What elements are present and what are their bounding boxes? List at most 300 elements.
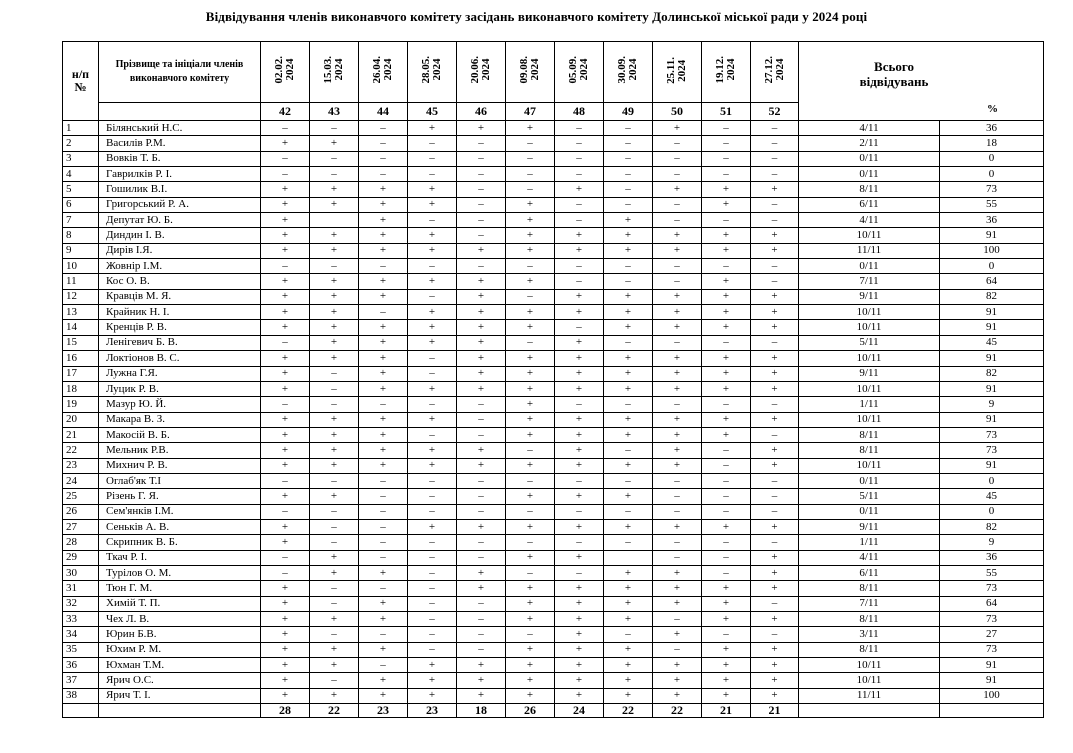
attendance-mark: + [555,673,604,688]
attendance-mark: – [408,213,457,228]
attendance-mark: – [359,489,408,504]
attendance-mark: + [604,489,653,504]
attendance-mark: + [604,289,653,304]
attendance-mark: + [555,627,604,642]
attendance-mark: + [751,182,799,197]
attendance-mark: – [751,427,799,442]
attendance-mark: – [751,274,799,289]
total-attendance: 9/11 [799,366,940,381]
attendance-mark: + [702,289,751,304]
attendance-mark: + [751,688,799,703]
attendance-mark: – [751,121,799,136]
attendance-mark: + [751,305,799,320]
attendance-mark: + [457,305,506,320]
attendance-mark: + [751,351,799,366]
attendance-mark: + [408,412,457,427]
member-name: Турілов О. М. [99,565,261,580]
member-name: Юрин Б.В. [99,627,261,642]
session-number: 46 [457,103,506,121]
attendance-mark: + [359,673,408,688]
total-attendance: 6/11 [799,565,940,580]
attendance-mark: + [702,412,751,427]
attendance-mark: + [751,642,799,657]
attendance-mark: + [604,228,653,243]
attendance-mark: + [555,289,604,304]
attendance-mark: + [555,688,604,703]
attendance-mark: + [555,443,604,458]
attendance-mark: + [261,366,310,381]
member-name: Жовнір І.М. [99,259,261,274]
attendance-mark: + [408,688,457,703]
attendance-mark: + [359,335,408,350]
attendance-mark: – [751,259,799,274]
attendance-mark: – [457,228,506,243]
attendance-mark: – [359,151,408,166]
attendance-mark: – [604,274,653,289]
session-total: 22 [653,704,702,718]
attendance-mark: – [653,213,702,228]
session-total: 23 [408,704,457,718]
percent-label: % [987,103,998,115]
attendance-mark: + [604,596,653,611]
attendance-mark: – [310,535,359,550]
attendance-mark: – [604,182,653,197]
attendance-mark: + [359,427,408,442]
attendance-percent: 91 [940,351,1044,366]
attendance-mark: + [751,381,799,396]
attendance-mark: – [604,121,653,136]
attendance-mark: + [751,458,799,473]
session-total: 26 [506,704,555,718]
table-row [63,397,1044,412]
attendance-mark: + [751,658,799,673]
row-number: 13 [63,305,99,320]
attendance-mark: – [359,550,408,565]
attendance-percent: 91 [940,320,1044,335]
attendance-mark: + [604,381,653,396]
attendance-mark: – [751,151,799,166]
attendance-mark: – [604,259,653,274]
attendance-mark: + [751,565,799,580]
table-row [63,228,1044,243]
session-number: 42 [261,103,310,121]
attendance-mark: + [359,182,408,197]
attendance-mark: + [457,351,506,366]
attendance-mark: + [261,458,310,473]
attendance-mark: – [310,504,359,519]
attendance-mark: + [604,458,653,473]
attendance-mark: + [506,581,555,596]
attendance-mark: + [555,658,604,673]
attendance-mark: + [604,412,653,427]
attendance-mark: + [261,213,310,228]
attendance-mark: + [261,412,310,427]
total-attendance: 10/11 [799,228,940,243]
member-name: Кос О. В. [99,274,261,289]
attendance-mark: – [751,213,799,228]
number-sign-label: № [74,80,87,94]
attendance-mark: – [653,473,702,488]
attendance-mark: – [457,612,506,627]
table-row [63,197,1044,212]
attendance-mark: + [261,673,310,688]
attendance-mark: + [604,581,653,596]
attendance-mark: + [506,121,555,136]
attendance-mark: – [555,121,604,136]
attendance-mark: – [555,565,604,580]
attendance-mark: – [702,535,751,550]
total-attendance: 8/11 [799,612,940,627]
attendance-mark: – [506,259,555,274]
attendance-mark: – [310,381,359,396]
attendance-mark: + [653,519,702,534]
total-attendance: 9/11 [799,289,940,304]
member-name: Ленігевич Б. В. [99,335,261,350]
row-number: 28 [63,535,99,550]
table-row [63,642,1044,657]
attendance-mark: – [555,197,604,212]
table-row [63,274,1044,289]
attendance-mark: – [457,504,506,519]
attendance-mark: + [702,658,751,673]
attendance-mark: + [555,381,604,396]
attendance-mark: – [310,397,359,412]
total-attendance: 9/11 [799,519,940,534]
attendance-mark: + [506,596,555,611]
attendance-mark: + [506,243,555,258]
attendance-percent: 36 [940,213,1044,228]
number-label: н/п [71,67,90,81]
row-number: 2 [63,136,99,151]
total-attendance: 11/11 [799,243,940,258]
attendance-mark: + [261,289,310,304]
attendance-mark: + [359,289,408,304]
attendance-mark: – [653,612,702,627]
attendance-mark: + [702,197,751,212]
attendance-mark: – [310,151,359,166]
session-total: 21 [702,704,751,718]
total-attendance: 10/11 [799,381,940,396]
attendance-percent: 27 [940,627,1044,642]
attendance-mark: – [310,473,359,488]
total-attendance: 4/11 [799,213,940,228]
attendance-mark: + [702,381,751,396]
attendance-percent: 91 [940,458,1044,473]
attendance-mark: – [604,197,653,212]
attendance-mark: + [653,228,702,243]
row-number: 4 [63,167,99,182]
row-number: 11 [63,274,99,289]
member-name: Макара В. З. [99,412,261,427]
member-name: Мазур Ю. Й. [99,397,261,412]
attendance-mark: – [506,627,555,642]
attendance-mark: – [310,121,359,136]
attendance-mark: – [604,136,653,151]
total-attendance: 5/11 [799,489,940,504]
member-name: Тюн Г. М. [99,581,261,596]
attendance-mark: – [653,167,702,182]
total-attendance: 0/11 [799,151,940,166]
attendance-mark: – [653,550,702,565]
attendance-mark: – [457,151,506,166]
session-date-header: 30.09. 2024 [604,42,653,103]
row-number: 9 [63,243,99,258]
attendance-mark: + [261,305,310,320]
attendance-mark: + [506,427,555,442]
attendance-mark: – [506,136,555,151]
attendance-mark: + [457,366,506,381]
session-number: 49 [604,103,653,121]
attendance-mark: – [310,627,359,642]
table-row [63,565,1044,580]
attendance-mark: – [555,274,604,289]
attendance-mark: – [408,473,457,488]
attendance-mark: + [457,658,506,673]
members-table-body [63,121,1044,704]
attendance-mark: + [506,688,555,703]
row-number: 27 [63,519,99,534]
attendance-mark: – [604,535,653,550]
attendance-mark: + [310,320,359,335]
attendance-percent: 0 [940,167,1044,182]
attendance-mark: – [555,167,604,182]
attendance-mark: + [702,228,751,243]
member-name: Лужна Г.Я. [99,366,261,381]
table-row [63,305,1044,320]
attendance-mark: + [506,228,555,243]
member-name: Дирів І.Я. [99,243,261,258]
attendance-mark: + [310,443,359,458]
totals-row [63,704,1044,718]
attendance-mark: + [359,642,408,657]
attendance-mark: – [555,151,604,166]
attendance-mark: + [555,243,604,258]
row-number: 23 [63,458,99,473]
empty-cell [799,704,940,718]
table-row [63,136,1044,151]
session-date-header: 27.12. 2024 [751,42,799,103]
attendance-mark: + [261,351,310,366]
attendance-percent: 73 [940,182,1044,197]
attendance-mark: – [506,289,555,304]
attendance-mark: – [702,473,751,488]
attendance-mark: + [310,351,359,366]
row-number: 33 [63,612,99,627]
attendance-mark: + [555,335,604,350]
attendance-mark: – [702,397,751,412]
table-row [63,320,1044,335]
attendance-mark: + [604,320,653,335]
attendance-mark: + [604,351,653,366]
attendance-mark: + [555,228,604,243]
attendance-mark: – [702,335,751,350]
attendance-mark: – [310,581,359,596]
table-row [63,412,1044,427]
attendance-mark: + [359,243,408,258]
attendance-mark: – [653,335,702,350]
total-attendance: 8/11 [799,443,940,458]
attendance-mark: + [359,381,408,396]
table-row [63,627,1044,642]
attendance-mark: + [506,305,555,320]
total-attendance: 8/11 [799,182,940,197]
attendance-mark: + [261,197,310,212]
attendance-mark: – [653,535,702,550]
attendance-mark: – [555,535,604,550]
total-attendance: 10/11 [799,305,940,320]
table-row [63,458,1044,473]
table-row [63,581,1044,596]
attendance-mark: – [751,596,799,611]
row-number: 16 [63,351,99,366]
attendance-percent: 18 [940,136,1044,151]
member-name: Кренців Р. В. [99,320,261,335]
attendance-mark: – [310,167,359,182]
attendance-mark: + [702,305,751,320]
attendance-mark: + [653,412,702,427]
attendance-mark: + [555,581,604,596]
attendance-mark: – [359,136,408,151]
row-number: 14 [63,320,99,335]
attendance-mark: – [751,473,799,488]
attendance-mark: + [310,274,359,289]
attendance-mark: + [506,213,555,228]
attendance-mark: + [261,535,310,550]
member-name: Крайник Н. І. [99,305,261,320]
attendance-percent: 100 [940,243,1044,258]
table-row [63,167,1044,182]
attendance-mark: + [555,458,604,473]
attendance-mark: – [408,596,457,611]
attendance-mark: + [261,228,310,243]
attendance-mark: + [359,688,408,703]
attendance-mark: + [653,289,702,304]
attendance-mark: – [653,274,702,289]
attendance-mark: – [555,397,604,412]
document-title: Відвідування членів виконавчого комітету засідань виконавчого комітету Долинської міської ради у 2024 році [205,9,868,24]
attendance-mark: + [408,458,457,473]
attendance-mark: – [702,136,751,151]
row-number: 29 [63,550,99,565]
attendance-mark: + [653,658,702,673]
attendance-mark: – [653,504,702,519]
member-name: Григорський Р. А. [99,197,261,212]
attendance-mark: – [506,504,555,519]
number-column-header [63,42,99,121]
attendance-mark [310,213,359,228]
attendance-mark: – [457,136,506,151]
attendance-mark: + [408,519,457,534]
session-date-header: 09.08. 2024 [506,42,555,103]
attendance-mark: – [604,397,653,412]
attendance-mark: – [751,504,799,519]
attendance-mark: + [506,366,555,381]
attendance-mark: + [359,351,408,366]
attendance-mark: – [555,473,604,488]
attendance-mark: + [261,182,310,197]
member-name: Михнич Р. В. [99,458,261,473]
attendance-mark: + [604,565,653,580]
attendance-mark: + [408,274,457,289]
session-total: 24 [555,704,604,718]
attendance-mark: – [604,504,653,519]
attendance-mark: + [506,673,555,688]
session-date-header: 26.04. 2024 [359,42,408,103]
table-row [63,151,1044,166]
member-name: Луцик Р. В. [99,381,261,396]
attendance-mark: + [408,243,457,258]
session-number: 50 [653,103,702,121]
attendance-mark: – [653,642,702,657]
attendance-percent: 36 [940,121,1044,136]
member-name: Локтіонов В. С. [99,351,261,366]
attendance-mark: – [653,151,702,166]
attendance-mark: – [506,335,555,350]
attendance-mark: + [261,596,310,611]
attendance-mark: + [457,458,506,473]
attendance-mark: + [261,581,310,596]
attendance-mark: – [408,565,457,580]
attendance-mark: + [310,489,359,504]
table-row [63,688,1044,703]
table-row [63,612,1044,627]
attendance-mark: – [702,443,751,458]
attendance-mark: + [653,121,702,136]
attendance-mark: + [506,489,555,504]
attendance-mark: – [604,167,653,182]
attendance-mark: + [310,565,359,580]
session-number: 44 [359,103,408,121]
attendance-mark: + [555,519,604,534]
session-date-header: 20.06. 2024 [457,42,506,103]
attendance-mark: + [702,612,751,627]
row-number: 31 [63,581,99,596]
total-attendance: 8/11 [799,581,940,596]
table-row [63,489,1044,504]
attendance-mark: – [457,213,506,228]
attendance-mark: – [359,535,408,550]
attendance-mark: – [359,519,408,534]
attendance-mark: – [751,335,799,350]
attendance-mark: – [457,197,506,212]
attendance-mark: + [261,381,310,396]
table-row [63,550,1044,565]
attendance-mark: + [310,289,359,304]
attendance-mark: + [555,351,604,366]
attendance-mark: + [751,243,799,258]
attendance-mark: – [408,151,457,166]
attendance-mark: – [408,427,457,442]
table-row [63,335,1044,350]
attendance-mark: + [702,642,751,657]
attendance-mark: + [555,612,604,627]
attendance-mark: + [653,673,702,688]
attendance-mark: + [702,366,751,381]
attendance-percent: 73 [940,443,1044,458]
attendance-mark: – [457,167,506,182]
attendance-mark: + [506,519,555,534]
attendance-mark: + [751,519,799,534]
header-row [63,42,1044,103]
attendance-mark: – [359,627,408,642]
total-attendance: 10/11 [799,320,940,335]
total-attendance: 7/11 [799,274,940,289]
attendance-mark: – [310,596,359,611]
attendance-mark: – [457,473,506,488]
attendance-mark: – [310,673,359,688]
attendance-mark: – [751,489,799,504]
attendance-percent: 91 [940,305,1044,320]
